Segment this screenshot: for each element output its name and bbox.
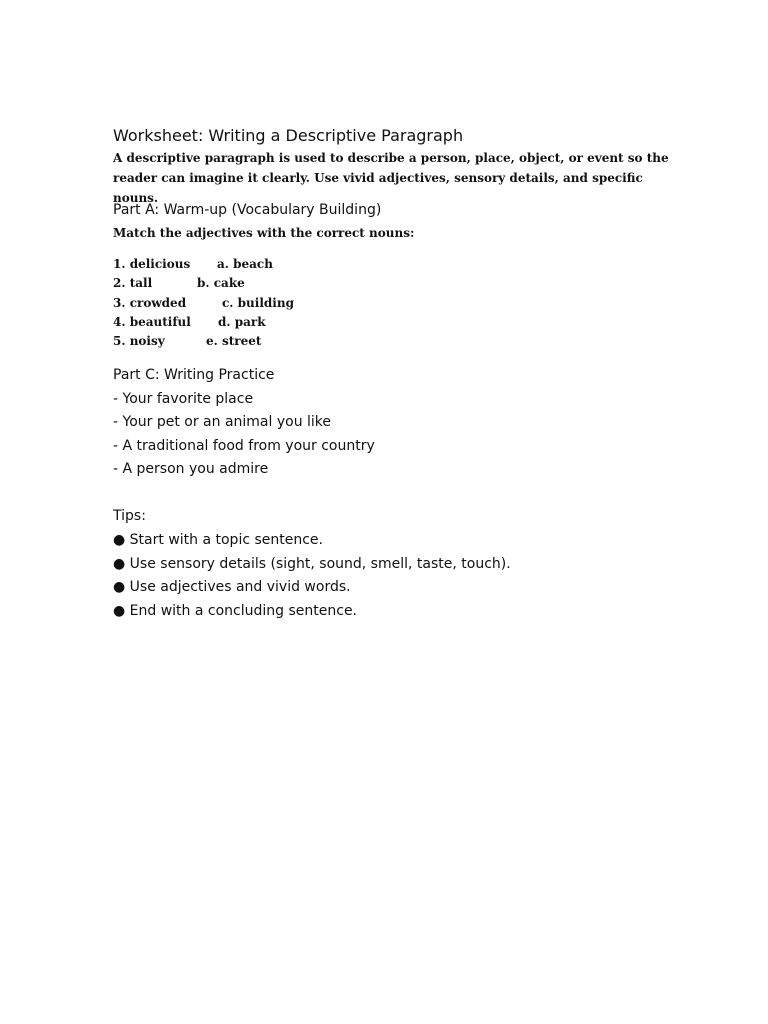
match-noun: e. street xyxy=(206,334,262,349)
match-noun: d. park xyxy=(218,314,266,329)
match-noun: c. building xyxy=(222,295,294,310)
tips-section xyxy=(113,505,511,624)
match-adjective: 3. crowded xyxy=(113,295,187,310)
part-a-heading: Part A: Warm-up (Vocabulary Building) xyxy=(113,202,382,218)
match-row xyxy=(113,332,413,351)
tip-item: ● End with a concluding sentence. xyxy=(113,603,358,620)
tip-item: ● Use sensory details (sight, sound, smell, taste, touch). xyxy=(113,555,511,572)
part-c-section xyxy=(113,364,375,482)
topic-item: - Your pet or an animal you like xyxy=(113,414,332,430)
tips-heading: Tips: xyxy=(113,508,146,524)
match-row xyxy=(113,274,413,293)
match-list xyxy=(113,255,413,351)
worksheet-title: Worksheet: Writing a Descriptive Paragraph xyxy=(113,126,464,145)
match-adjective: 4. beautiful xyxy=(113,314,191,329)
tip-item: ● Start with a topic sentence. xyxy=(113,531,323,548)
part-c-heading: Part C: Writing Practice xyxy=(113,367,275,383)
tip-item: ● Use adjectives and vivid words. xyxy=(113,579,351,596)
intro-paragraph: A descriptive paragraph is used to describe a person, place, object, or event so the reader can imagine it clearly. Use vivid adjectives, sensory details, and specific nouns. xyxy=(113,151,669,205)
topic-item: - A person you admire xyxy=(113,461,269,477)
match-adjective: 1. delicious xyxy=(113,257,191,271)
topic-item: - Your favorite place xyxy=(113,390,254,407)
match-row xyxy=(113,255,413,274)
part-a-instruction: Match the adjectives with the correct nouns: xyxy=(113,226,415,240)
match-row xyxy=(113,313,413,332)
match-row xyxy=(113,294,413,313)
match-noun: a. beach xyxy=(217,257,273,271)
match-noun: b. cake xyxy=(197,276,245,291)
match-adjective: 2. tall xyxy=(113,276,153,291)
topic-item: - A traditional food from your country xyxy=(113,437,375,454)
match-adjective: 5. noisy xyxy=(113,334,165,349)
